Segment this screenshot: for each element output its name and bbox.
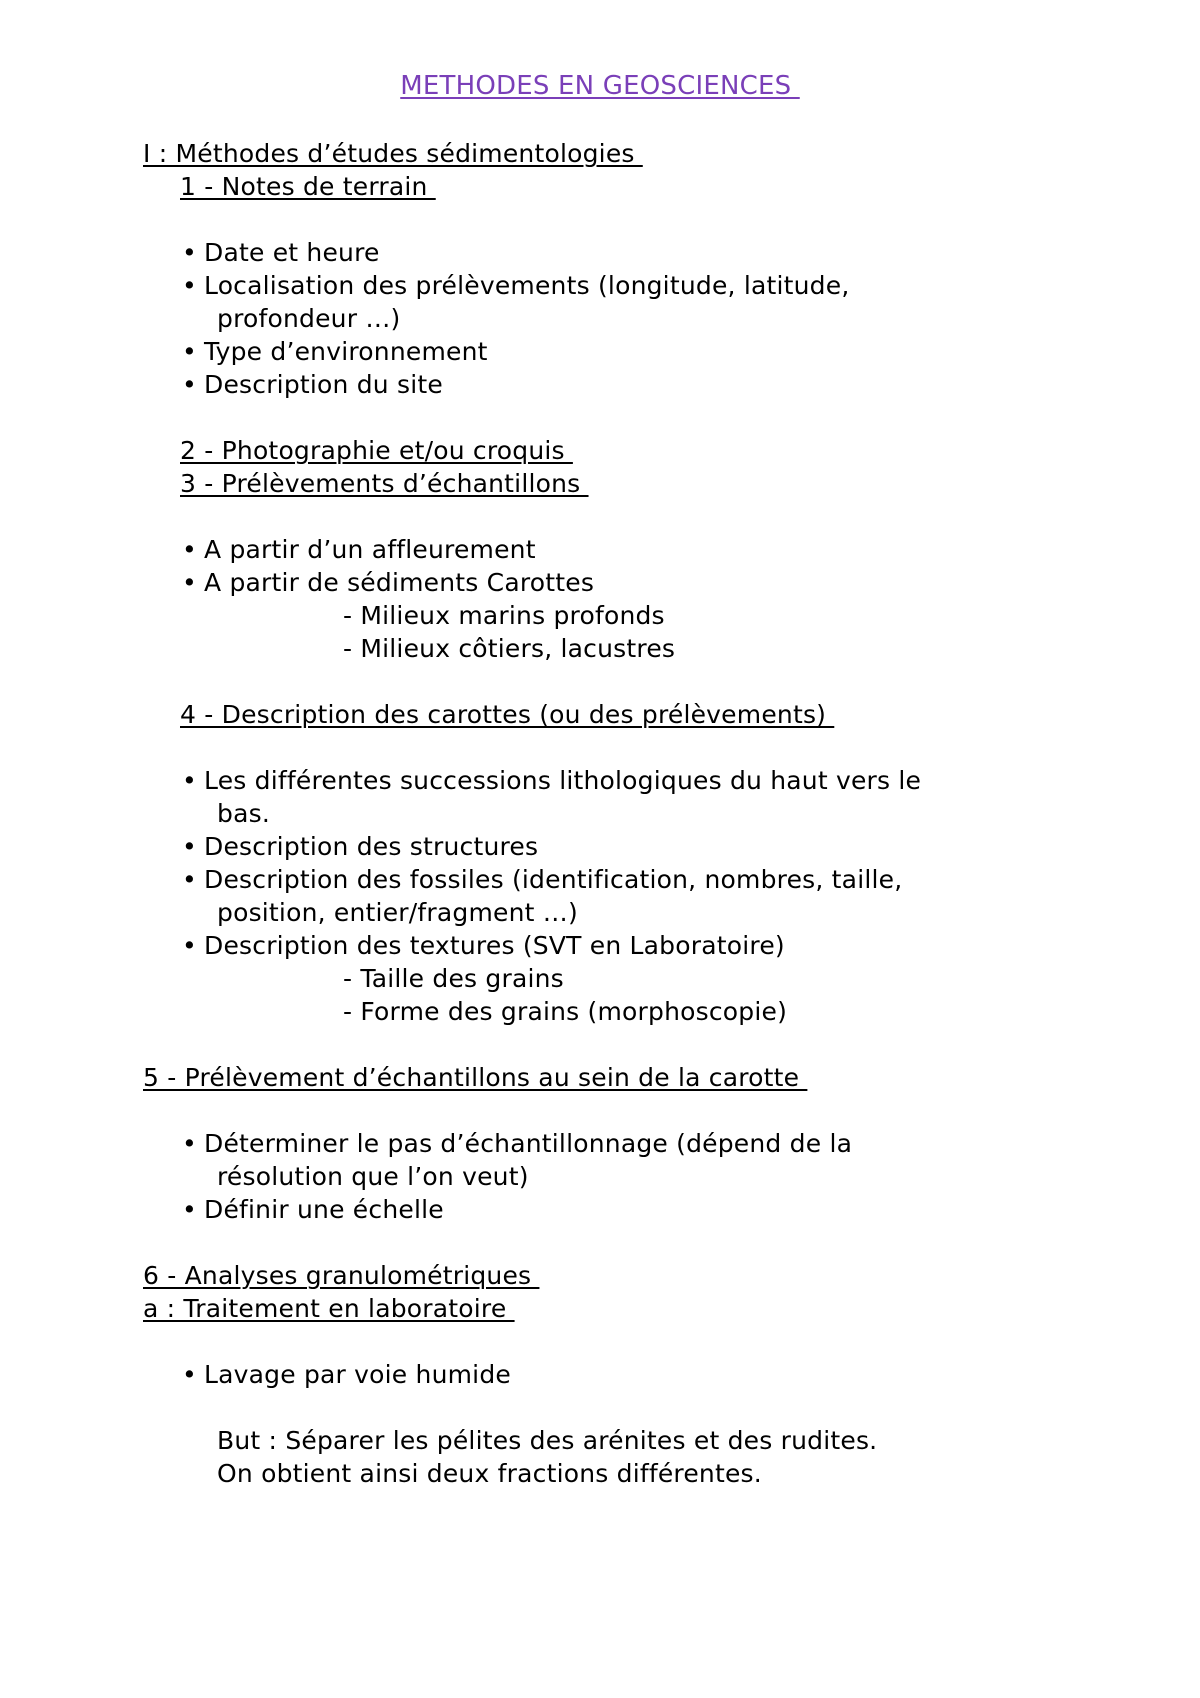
subheading-prelevement-carotte: 5 - Prélèvement d’échantillons au sein de la carotte xyxy=(143,1063,808,1092)
subheading-description-carottes: 4 - Description des carottes (ou des prélèvements) xyxy=(180,700,835,729)
dash-item: - Forme des grains (morphoscopie) xyxy=(343,997,788,1026)
list-item-text: Description des structures xyxy=(204,832,539,861)
list-item xyxy=(182,535,536,565)
list-item-continuation: position, entier/fragment …) xyxy=(217,898,578,927)
list-item xyxy=(182,337,488,367)
list-item-text: Date et heure xyxy=(204,238,380,267)
list-item-text: Définir une échelle xyxy=(204,1195,444,1224)
bullet-icon: • xyxy=(182,1129,197,1158)
list-item xyxy=(182,931,785,961)
bullet-icon: • xyxy=(182,238,197,267)
paragraph-line: But : Séparer les pélites des arénites et des rudites. xyxy=(217,1426,878,1455)
list-item xyxy=(182,1360,511,1390)
bullet-icon: • xyxy=(182,1195,197,1224)
list-item-text: Description du site xyxy=(204,370,443,399)
list-item-text: Lavage par voie humide xyxy=(204,1360,511,1389)
list-item-text: Les différentes successions lithologiques du haut vers le xyxy=(204,766,922,795)
list-item-text: Type d’environnement xyxy=(204,337,488,366)
list-item-continuation: résolution que l’on veut) xyxy=(217,1162,529,1191)
dash-item: - Milieux côtiers, lacustres xyxy=(343,634,676,663)
list-item-text: A partir d’un affleurement xyxy=(204,535,536,564)
bullet-icon: • xyxy=(182,766,197,795)
subheading-photographie: 2 - Photographie et/ou croquis xyxy=(180,436,573,465)
list-item-text: A partir de sédiments Carottes xyxy=(204,568,595,597)
list-item xyxy=(182,1129,852,1159)
list-item-text: Déterminer le pas d’échantillonnage (dépend de la xyxy=(204,1129,853,1158)
list-item xyxy=(182,865,902,895)
subheading-traitement: a : Traitement en laboratoire xyxy=(143,1294,515,1323)
list-item xyxy=(182,370,443,400)
bullet-icon: • xyxy=(182,337,197,366)
list-item-continuation: profondeur …) xyxy=(217,304,401,333)
list-item-text: Description des textures (SVT en Laboratoire) xyxy=(204,931,785,960)
bullet-icon: • xyxy=(182,370,197,399)
bullet-icon: • xyxy=(182,271,197,300)
document-title: METHODES EN GEOSCIENCES xyxy=(400,71,800,101)
dash-item: - Taille des grains xyxy=(343,964,564,993)
list-item xyxy=(182,832,538,862)
bullet-icon: • xyxy=(182,568,197,597)
list-item xyxy=(182,271,849,301)
bullet-icon: • xyxy=(182,535,197,564)
subheading-analyses: 6 - Analyses granulométriques xyxy=(143,1261,540,1290)
list-item-continuation: bas. xyxy=(217,799,270,828)
bullet-icon: • xyxy=(182,865,197,894)
bullet-icon: • xyxy=(182,832,197,861)
dash-item: - Milieux marins profonds xyxy=(343,601,665,630)
list-item-text: Localisation des prélèvements (longitude, latitude, xyxy=(204,271,850,300)
section-heading: I : Méthodes d’études sédimentologies xyxy=(143,139,643,168)
list-item-text: Description des fossiles (identification, nombres, taille, xyxy=(204,865,903,894)
list-item xyxy=(182,1195,444,1225)
subheading-notes-terrain: 1 - Notes de terrain xyxy=(180,172,436,201)
bullet-icon: • xyxy=(182,931,197,960)
paragraph-line: On obtient ainsi deux fractions différentes. xyxy=(217,1459,762,1488)
list-item xyxy=(182,766,921,796)
bullet-icon: • xyxy=(182,1360,197,1389)
list-item xyxy=(182,238,380,268)
list-item xyxy=(182,568,594,598)
subheading-prelevements: 3 - Prélèvements d’échantillons xyxy=(180,469,589,498)
